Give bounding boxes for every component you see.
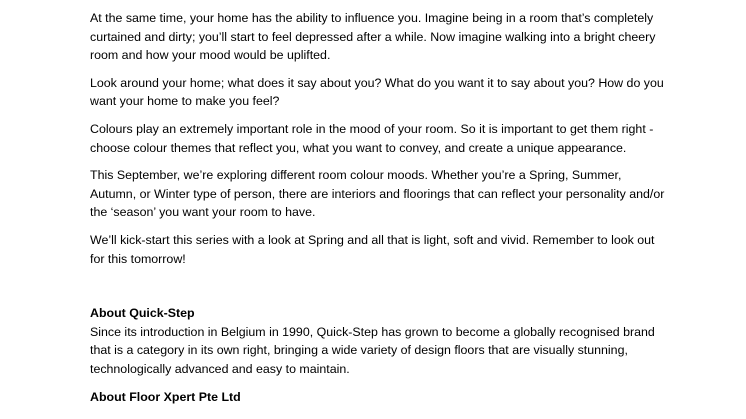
- document-body: [90, 9, 670, 415]
- about-quickstep-body: Since its introduction in Belgium in 1990, Quick-Step has grown to become a globally recognised brand that is a category in its own right, bringing a wide variety of design floors that are visually stunning, technologically advanced and easy to maintain.: [90, 324, 655, 376]
- about-quickstep-section: [90, 304, 670, 378]
- section-spacer: [90, 277, 670, 304]
- paragraph-influence: At the same time, your home has the ability to influence you. Imagine being in a room that’s completely curtained and dirty; you’ll start to feel depressed after a while. Now imagine walking into a bright cheery room and how your mood would be uplifted.: [90, 11, 656, 63]
- paragraph-kick-start: We’ll kick-start this series with a look at Spring and all that is light, soft and vivid. Remember to look out for this tomorrow!: [90, 232, 655, 266]
- paragraph-look-around: Look around your home; what does it say about you? What do you want it to say about you? How do you want your home to make you feel?: [90, 75, 664, 109]
- paragraph-september: This September, we’re exploring different room colour moods. Whether you’re a Spring, Summer, Autumn, or Winter type of person, there are interiors and floorings that can reflect your personality and/or the ‘season’ you want your room to have.: [90, 168, 665, 220]
- about-floorxpert-heading: About Floor Xpert Pte Ltd: [90, 389, 241, 404]
- about-quickstep-heading: About Quick-Step: [90, 306, 195, 321]
- paragraph-colours: Colours play an extremely important role in the mood of your room. So it is important to get them right - choose colour themes that reflect you, what you want to convey, and create a unique appearance.: [90, 121, 654, 155]
- about-floorxpert-section: [90, 388, 670, 407]
